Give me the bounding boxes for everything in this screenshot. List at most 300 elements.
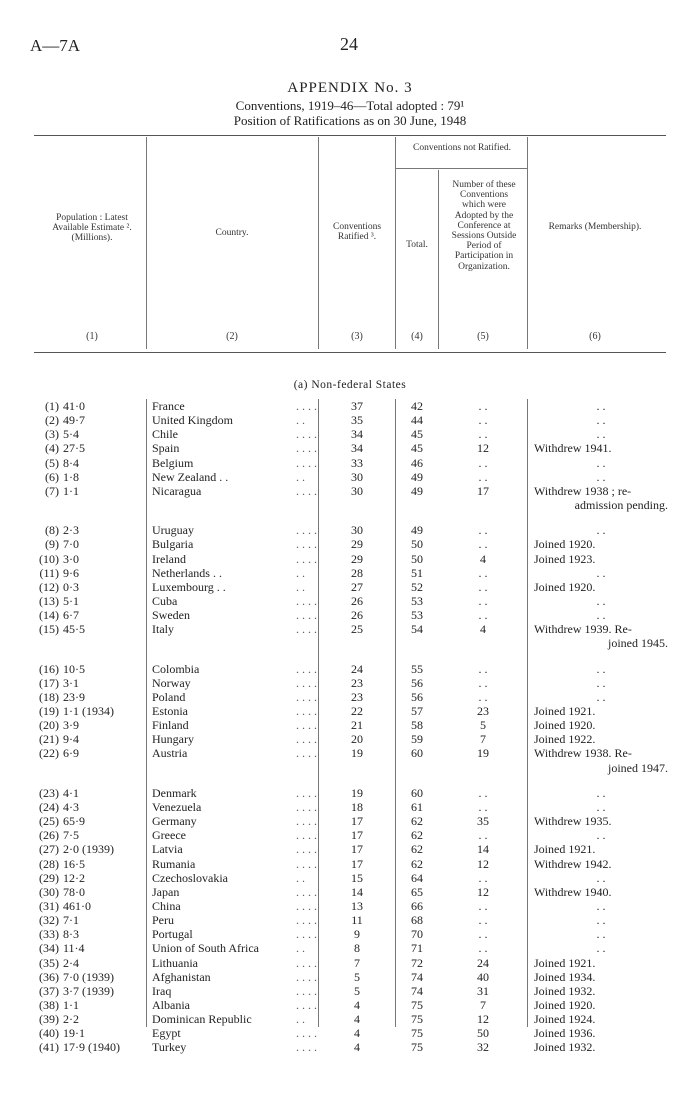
not-ratified-total: 68 xyxy=(411,913,423,928)
population-value: 45·5 xyxy=(63,622,85,637)
adopted-outside-period: 35 xyxy=(477,814,489,828)
conventions-ratified: 15 xyxy=(351,870,363,885)
country-name: Hungary xyxy=(152,732,194,747)
section-title: (a) Non-federal States xyxy=(293,379,407,391)
not-ratified-total: 75 xyxy=(411,1012,423,1027)
not-ratified-total: 62 xyxy=(411,856,423,871)
table-top-rule xyxy=(34,135,666,136)
table-row xyxy=(0,567,700,581)
table-row xyxy=(0,900,700,914)
conventions-ratified: 33 xyxy=(351,455,363,470)
not-ratified-total: 54 xyxy=(411,622,423,637)
conventions-ratified: 11 xyxy=(351,913,363,928)
conventions-ratified: 17 xyxy=(351,856,363,871)
remarks: . . xyxy=(596,898,606,913)
column-header-population: Population : Latest Available Estimate ². (Millions). xyxy=(52,213,132,244)
population-value: 1·1 xyxy=(63,483,79,498)
conventions-ratified: 20 xyxy=(351,732,363,747)
country-name: Colombia xyxy=(152,661,200,676)
remarks: Withdrew 1935. xyxy=(534,814,612,828)
conventions-ratified: 21 xyxy=(351,718,363,733)
country-name: New Zealand . . xyxy=(152,469,229,484)
remarks: Joined 1921. xyxy=(534,842,596,857)
remarks: Joined 1932. xyxy=(534,1040,596,1055)
table-row xyxy=(0,843,700,857)
document-reference: A—7A xyxy=(30,36,81,55)
table-row xyxy=(0,787,700,801)
not-ratified-total: 62 xyxy=(411,828,423,843)
country-name: Lithuania xyxy=(152,955,198,970)
not-ratified-total: 56 xyxy=(411,675,423,690)
table-header-bottom-rule xyxy=(34,352,666,353)
remarks: Withdrew 1941. xyxy=(534,441,612,456)
conventions-ratified: 37 xyxy=(351,399,363,413)
not-ratified-total: 53 xyxy=(411,608,423,623)
adopted-outside-period: . . xyxy=(478,593,488,608)
row-index: (16) xyxy=(39,661,59,676)
population-value: 65·9 xyxy=(63,814,85,828)
population-value: 49·7 xyxy=(63,413,85,428)
country-name: Chile xyxy=(152,427,178,442)
adopted-outside-period: . . xyxy=(478,898,488,913)
not-ratified-total: 66 xyxy=(411,898,423,913)
remarks: Joined 1921. xyxy=(534,955,596,970)
column-number: (4) xyxy=(411,331,423,342)
row-index: (26) xyxy=(39,828,59,843)
country-name: Estonia xyxy=(152,704,188,718)
remarks: Joined 1920. xyxy=(534,579,596,594)
population-value: 23·9 xyxy=(63,689,85,704)
country-name: Luxembourg . . xyxy=(152,579,226,594)
country-name: Union of South Africa xyxy=(152,941,259,956)
table-row xyxy=(0,1041,700,1055)
row-index: (6) xyxy=(45,469,59,484)
remarks: . . xyxy=(596,593,606,608)
leader-dots: . . . . xyxy=(296,537,317,552)
row-index: (11) xyxy=(39,565,59,580)
not-ratified-total: 61 xyxy=(411,799,423,814)
remarks: . . xyxy=(596,608,606,623)
remarks: Withdrew 1938. Re- xyxy=(534,746,632,761)
row-index: (21) xyxy=(39,732,59,747)
not-ratified-total: 75 xyxy=(411,1026,423,1041)
country-name: Finland xyxy=(152,718,189,733)
table-row xyxy=(0,400,700,414)
leader-dots: . . . . xyxy=(296,622,317,637)
not-ratified-total: 74 xyxy=(411,983,423,998)
row-index: (7) xyxy=(45,483,59,498)
country-name: Belgium xyxy=(152,455,194,470)
population-value: 3·1 xyxy=(63,675,79,690)
adopted-outside-period: 50 xyxy=(477,1026,489,1041)
row-index: (1) xyxy=(45,399,59,413)
population-value: 2·2 xyxy=(63,1012,79,1027)
row-index: (23) xyxy=(39,785,59,800)
remarks: . . xyxy=(596,785,606,800)
adopted-outside-period: 17 xyxy=(477,483,489,498)
conventions-ratified: 4 xyxy=(354,1040,360,1055)
table-row xyxy=(0,623,700,637)
population-value: 7·0 (1939) xyxy=(63,969,114,984)
adopted-outside-period: . . xyxy=(478,785,488,800)
table-row xyxy=(0,942,700,956)
conventions-ratified: 8 xyxy=(354,941,360,956)
conventions-ratified: 4 xyxy=(354,1026,360,1041)
population-value: 10·5 xyxy=(63,661,85,676)
remarks: . . xyxy=(596,413,606,428)
row-index: (35) xyxy=(39,955,59,970)
column-number: (3) xyxy=(351,331,363,342)
conventions-ratified: 19 xyxy=(351,746,363,761)
remarks: . . xyxy=(596,675,606,690)
adopted-outside-period: 24 xyxy=(477,955,489,970)
leader-dots: . . xyxy=(296,469,305,484)
adopted-outside-period: 12 xyxy=(477,1012,489,1027)
adopted-outside-period: . . xyxy=(478,579,488,594)
adopted-outside-period: 23 xyxy=(477,704,489,718)
remarks: Withdrew 1939. Re- xyxy=(534,622,632,637)
row-index: (15) xyxy=(39,622,59,637)
country-name: Norway xyxy=(152,675,191,690)
adopted-outside-period: . . xyxy=(478,828,488,843)
table-row-continuation xyxy=(0,762,700,776)
remarks: Joined 1936. xyxy=(534,1026,596,1041)
column-number: (5) xyxy=(477,331,489,342)
country-name: France xyxy=(152,399,185,413)
leader-dots: . . xyxy=(296,1012,305,1027)
table-row xyxy=(0,999,700,1013)
leader-dots: . . . . xyxy=(296,828,317,843)
remarks: Joined 1922. xyxy=(534,732,596,747)
conventions-ratified: 23 xyxy=(351,689,363,704)
conventions-ratified: 9 xyxy=(354,927,360,942)
conventions-ratified: 25 xyxy=(351,622,363,637)
leader-dots: . . . . xyxy=(296,913,317,928)
not-ratified-total: 60 xyxy=(411,746,423,761)
population-value: 461·0 xyxy=(63,898,91,913)
remarks: Joined 1934. xyxy=(534,969,596,984)
column-number: (6) xyxy=(589,331,601,342)
conventions-ratified: 30 xyxy=(351,483,363,498)
subtitle-position: Position of Ratifications as on 30 June, 1948 xyxy=(233,113,467,128)
table-row xyxy=(0,414,700,428)
leader-dots: . . . . xyxy=(296,898,317,913)
row-index: (14) xyxy=(39,608,59,623)
remarks: . . xyxy=(596,689,606,704)
country-name: Japan xyxy=(152,884,180,899)
table-row xyxy=(0,485,700,499)
leader-dots: . . . . xyxy=(296,785,317,800)
population-value: 5·4 xyxy=(63,427,79,442)
table-row xyxy=(0,886,700,900)
leader-dots: . . . . xyxy=(296,1040,317,1055)
row-index: (4) xyxy=(45,441,59,456)
leader-dots: . . . . xyxy=(296,927,317,942)
country-name: Greece xyxy=(152,828,186,843)
adopted-outside-period: 14 xyxy=(477,842,489,857)
not-ratified-total: 42 xyxy=(411,399,423,413)
row-index: (36) xyxy=(39,969,59,984)
country-name: Rumania xyxy=(152,856,196,871)
adopted-outside-period: . . xyxy=(478,399,488,413)
conventions-ratified: 29 xyxy=(351,551,363,566)
country-name: Cuba xyxy=(152,593,178,608)
not-ratified-total: 59 xyxy=(411,732,423,747)
header-divider xyxy=(318,137,319,349)
table-row xyxy=(0,538,700,552)
table-row xyxy=(0,815,700,829)
remarks: Joined 1932. xyxy=(534,983,596,998)
table-row xyxy=(0,957,700,971)
country-name: Albania xyxy=(152,998,190,1012)
country-name: Afghanistan xyxy=(152,969,211,984)
conventions-ratified: 24 xyxy=(351,661,363,676)
remarks: . . xyxy=(596,913,606,928)
remarks: . . xyxy=(596,927,606,942)
adopted-outside-period: 31 xyxy=(477,983,489,998)
population-value: 2·3 xyxy=(63,523,79,538)
leader-dots: . . . . xyxy=(296,399,317,413)
row-index: (20) xyxy=(39,718,59,733)
population-value: 8·4 xyxy=(63,455,79,470)
adopted-outside-period: 32 xyxy=(477,1040,489,1055)
leader-dots: . . . . xyxy=(296,608,317,623)
conventions-ratified: 7 xyxy=(354,955,360,970)
conventions-ratified: 30 xyxy=(351,469,363,484)
not-ratified-total: 70 xyxy=(411,927,423,942)
table-row-continuation xyxy=(0,499,700,513)
table-row xyxy=(0,914,700,928)
population-value: 7·1 xyxy=(63,913,79,928)
country-name: Italy xyxy=(152,622,174,637)
country-name: Iraq xyxy=(152,983,172,998)
remarks: . . xyxy=(596,941,606,956)
leader-dots: . . . . xyxy=(296,732,317,747)
leader-dots: . . . . xyxy=(296,856,317,871)
not-ratified-total: 56 xyxy=(411,689,423,704)
table-row xyxy=(0,471,700,485)
leader-dots: . . . . xyxy=(296,969,317,984)
leader-dots: . . . . xyxy=(296,884,317,899)
country-name: Portugal xyxy=(152,927,193,942)
table-row xyxy=(0,985,700,999)
country-name: Bulgaria xyxy=(152,537,194,552)
table-row xyxy=(0,719,700,733)
leader-dots: . . . . xyxy=(296,983,317,998)
remarks: . . xyxy=(596,870,606,885)
adopted-outside-period: . . xyxy=(478,427,488,442)
conventions-ratified: 17 xyxy=(351,814,363,828)
table-row xyxy=(0,971,700,985)
table-row xyxy=(0,677,700,691)
country-name: Uruguay xyxy=(152,523,194,538)
conventions-ratified: 30 xyxy=(351,523,363,538)
table-row xyxy=(0,428,700,442)
population-value: 27·5 xyxy=(63,441,85,456)
row-index: (5) xyxy=(45,455,59,470)
row-index: (30) xyxy=(39,884,59,899)
row-index: (19) xyxy=(39,704,59,718)
conventions-ratified: 34 xyxy=(351,427,363,442)
country-name: Dominican Republic xyxy=(152,1012,252,1027)
adopted-outside-period: . . xyxy=(478,941,488,956)
leader-dots: . . . . xyxy=(296,955,317,970)
adopted-outside-period: 12 xyxy=(477,884,489,899)
table-row xyxy=(0,581,700,595)
population-value: 19·1 xyxy=(63,1026,85,1041)
conventions-ratified: 26 xyxy=(351,608,363,623)
conventions-ratified: 18 xyxy=(351,799,363,814)
population-value: 17·9 (1940) xyxy=(63,1040,120,1055)
not-ratified-total: 74 xyxy=(411,969,423,984)
not-ratified-total: 49 xyxy=(411,523,423,538)
not-ratified-total: 58 xyxy=(411,718,423,733)
country-name: Netherlands . . xyxy=(152,565,222,580)
country-name: Czechoslovakia xyxy=(152,870,228,885)
column-header-remarks: Remarks (Membership). xyxy=(548,222,642,232)
row-index: (3) xyxy=(45,427,59,442)
not-ratified-total: 75 xyxy=(411,998,423,1012)
row-index: (12) xyxy=(39,579,59,594)
remarks: Withdrew 1942. xyxy=(534,856,612,871)
not-ratified-total: 52 xyxy=(411,579,423,594)
subtitle-conventions: Conventions, 1919–46—Total adopted : 79¹ xyxy=(235,98,465,113)
row-index: (17) xyxy=(39,675,59,690)
adopted-outside-period: . . xyxy=(478,870,488,885)
adopted-outside-period: 4 xyxy=(480,551,486,566)
row-index: (9) xyxy=(45,537,59,552)
not-ratified-total: 75 xyxy=(411,1040,423,1055)
table-row xyxy=(0,747,700,761)
header-divider xyxy=(438,170,439,349)
column-header-ratified: Conventions Ratified ³. xyxy=(332,222,382,243)
leader-dots: . . xyxy=(296,870,305,885)
remarks: . . xyxy=(596,523,606,538)
adopted-outside-period: . . xyxy=(478,537,488,552)
conventions-ratified: 5 xyxy=(354,983,360,998)
leader-dots: . . . . xyxy=(296,523,317,538)
table-row xyxy=(0,705,700,719)
leader-dots: . . . . xyxy=(296,661,317,676)
table-row xyxy=(0,663,700,677)
row-index: (10) xyxy=(39,551,59,566)
adopted-outside-period: . . xyxy=(478,661,488,676)
adopted-outside-period: . . xyxy=(478,469,488,484)
population-value: 16·5 xyxy=(63,856,85,871)
remarks: . . xyxy=(596,799,606,814)
remarks: Joined 1921. xyxy=(534,704,596,718)
population-value: 12·2 xyxy=(63,870,85,885)
leader-dots: . . . . xyxy=(296,441,317,456)
remarks: . . xyxy=(596,828,606,843)
table-row xyxy=(0,524,700,538)
remarks: Joined 1923. xyxy=(534,551,596,566)
remarks: . . xyxy=(596,427,606,442)
table-row xyxy=(0,928,700,942)
not-ratified-total: 53 xyxy=(411,593,423,608)
not-ratified-total: 60 xyxy=(411,785,423,800)
leader-dots: . . . . xyxy=(296,675,317,690)
leader-dots: . . . . xyxy=(296,483,317,498)
population-value: 3·7 (1939) xyxy=(63,983,114,998)
leader-dots: . . . . xyxy=(296,704,317,718)
not-ratified-total: 62 xyxy=(411,814,423,828)
country-name: Poland xyxy=(152,689,186,704)
adopted-outside-period: . . xyxy=(478,689,488,704)
column-number: (2) xyxy=(226,331,238,342)
adopted-outside-period: 5 xyxy=(480,718,486,733)
page-number: 24 xyxy=(340,34,358,54)
not-ratified-total: 64 xyxy=(411,870,423,885)
not-ratified-total: 71 xyxy=(411,941,423,956)
leader-dots: . . . . xyxy=(296,718,317,733)
remarks: Joined 1920. xyxy=(534,998,596,1012)
row-index: (13) xyxy=(39,593,59,608)
country-name: Denmark xyxy=(152,785,197,800)
not-ratified-total: 62 xyxy=(411,842,423,857)
adopted-outside-period: . . xyxy=(478,913,488,928)
country-name: United Kingdom xyxy=(152,413,233,428)
adopted-outside-period: 12 xyxy=(477,856,489,871)
not-ratified-total: 45 xyxy=(411,441,423,456)
adopted-outside-period: 7 xyxy=(480,732,486,747)
table-row xyxy=(0,1027,700,1041)
leader-dots: . . . . xyxy=(296,799,317,814)
conventions-ratified: 13 xyxy=(351,898,363,913)
row-index: (8) xyxy=(45,523,59,538)
population-value: 6·9 xyxy=(63,746,79,761)
conventions-ratified: 27 xyxy=(351,579,363,594)
appendix-title: APPENDIX No. 3 xyxy=(287,80,413,96)
population-value: 1·1 xyxy=(63,998,79,1012)
row-index: (32) xyxy=(39,913,59,928)
not-ratified-total: 50 xyxy=(411,551,423,566)
table-row xyxy=(0,691,700,705)
leader-dots: . . xyxy=(296,579,305,594)
adopted-outside-period: . . xyxy=(478,413,488,428)
leader-dots: . . . . xyxy=(296,427,317,442)
group-header-rule xyxy=(396,168,527,169)
remarks-continuation: admission pending. xyxy=(574,498,668,512)
conventions-ratified: 19 xyxy=(351,785,363,800)
country-name: Latvia xyxy=(152,842,183,857)
population-value: 9·6 xyxy=(63,565,79,580)
row-index: (39) xyxy=(39,1012,59,1027)
conventions-ratified: 4 xyxy=(354,1012,360,1027)
country-name: Sweden xyxy=(152,608,190,623)
population-value: 5·1 xyxy=(63,593,79,608)
table-row xyxy=(0,801,700,815)
row-index: (18) xyxy=(39,689,59,704)
row-index: (33) xyxy=(39,927,59,942)
population-value: 8·3 xyxy=(63,927,79,942)
conventions-ratified: 17 xyxy=(351,842,363,857)
not-ratified-total: 46 xyxy=(411,455,423,470)
population-value: 4·3 xyxy=(63,799,79,814)
row-index: (2) xyxy=(45,413,59,428)
table-row-continuation xyxy=(0,637,700,651)
population-value: 7·5 xyxy=(63,828,79,843)
population-value: 3·9 xyxy=(63,718,79,733)
country-name: Peru xyxy=(152,913,174,928)
not-ratified-total: 50 xyxy=(411,537,423,552)
leader-dots: . . . . xyxy=(296,689,317,704)
conventions-ratified: 5 xyxy=(354,969,360,984)
country-name: Turkey xyxy=(152,1040,187,1055)
table-row xyxy=(0,1013,700,1027)
table-row xyxy=(0,457,700,471)
row-index: (34) xyxy=(39,941,59,956)
